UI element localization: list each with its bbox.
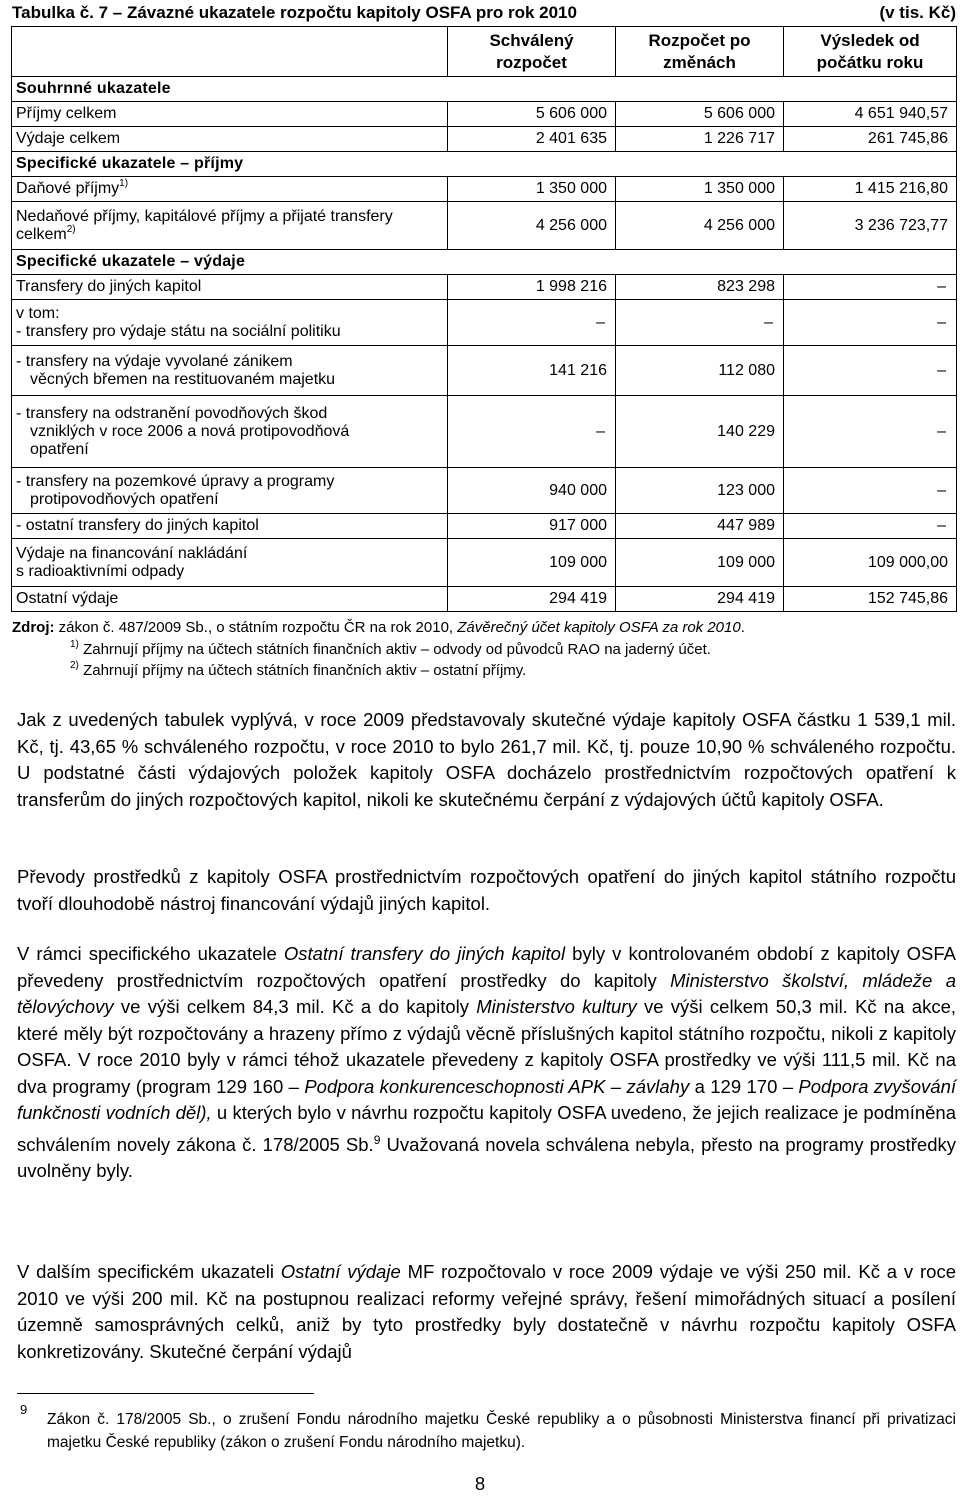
table-row — [12, 587, 957, 612]
table-unit: (v tis. Kč) — [879, 3, 956, 22]
cell-result: – — [784, 514, 957, 539]
table-row — [12, 514, 957, 539]
cell-adjusted: – — [616, 300, 784, 346]
header-col-2: Rozpočet po změnách — [616, 27, 784, 77]
table-footnote-2: $^{2)}$ Zahrnují příjmy na účtech státních finančních aktiv – ostatní příjmy. — [70, 660, 527, 679]
cell-result: 261 745,86 — [784, 127, 957, 152]
cell-result: – — [784, 346, 957, 396]
cell-approved: 109 000 — [448, 539, 616, 587]
row-label: - ostatní transfery do jiných kapitol — [12, 514, 448, 539]
header-col-3: Výsledek od počátku roku — [784, 27, 957, 77]
paragraph-4: V dalším specifickém ukazateli Ostatní výdaje MF rozpočtovalo v roce 2009 výdaje ve výši 250 mil. Kč a v roce 2010 ve výši 200 mil. Kč na postupnou realizaci reformy veřejné správy, řešení mimořádných situací a posílení územně samosprávných celků, aniž by tyto prostředky byly dostatečně v návrhu rozpočtu kapitoly OSFA konkretizovány. Skutečné čerpání výdajů — [17, 1261, 956, 1362]
footnote-divider — [17, 1393, 314, 1394]
table-footnote-1: $^{1)}$ Zahrnují příjmy na účtech státních finančních aktiv – odvody od původců RAO na jaderný účet. — [70, 639, 711, 658]
cell-result: 152 745,86 — [784, 587, 957, 612]
table-row — [12, 539, 957, 587]
cell-approved: 294 419 — [448, 587, 616, 612]
section-title-income: Specifické ukazatele – příjmy — [12, 152, 957, 177]
page-number: 8 — [474, 1473, 486, 1494]
cell-approved: 141 216 — [448, 346, 616, 396]
cell-approved: 5 606 000 — [448, 102, 616, 127]
cell-approved: 1 998 216 — [448, 275, 616, 300]
section-title-summary: Souhrnné ukazatele — [12, 77, 957, 102]
paragraph-1: Jak z uvedených tabulek vyplývá, v roce 2009 představovaly skutečné výdaje kapitoly OSFA částku 1 539,1 mil. Kč, tj. 43,65 % schváleného rozpočtu, v roce 2010 to bylo 261,7 mil. Kč, tj. pouze 10,90 % schváleného rozpočtu. U podstatné části výdajových položek kapitoly OSFA docházelo prostřednictvím rozpočtových opatření k transferům do jiných rozpočtových kapitol, nikoli ke skutečnému čerpání z výdajových účtů kapitoly OSFA. — [17, 709, 956, 810]
cell-approved: 4 256 000 — [448, 202, 616, 250]
cell-adjusted: 140 229 — [616, 396, 784, 468]
table-row — [12, 275, 957, 300]
cell-result: 3 236 723,77 — [784, 202, 957, 250]
cell-result: 1 415 216,80 — [784, 177, 957, 202]
cell-approved: – — [448, 300, 616, 346]
cell-approved: – — [448, 396, 616, 468]
row-label: - transfery na odstranění povodňových škod vzniklých v roce 2006 a nová protipovodňová opatření — [12, 396, 448, 468]
paragraph-3: V rámci specifického ukazatele Ostatní transfery do jiných kapitol byly v kontrolovaném období z kapitoly OSFA převedeny prostřednictvím rozpočtových opatření prostředky do kapitoly Ministerstvo školství, mládeže a tělovýchovy ve výši celkem 84,3 mil. Kč a do kapitoly Ministerstvo kultury ve výši celkem 50,3 mil. Kč na akce, které měly být rozpočtovány a hrazeny přímo z výdajů věcně příslušných kapitol státního rozpočtu, nikoli z kapitoly OSFA. V roce 2010 byly v rámci téhož ukazatele převedeny z kapitoly OSFA prostředky ve výši 111,5 mil. Kč na dva programy (program 129 160 – Podpora konkurenceschopnosti APK – závlahy a 129 170 – Podpora zvyšování funkčnosti vodních děl), u kterých bylo v návrhu rozpočtu kapitoly OSFA uvedeno, že jejich realizace je podmíněna schválením novely zákona č. 178/2005 Sb.$^9$ Uvažovaná novela schválena nebyla, přesto na programy prostředky uvolněny byly. — [17, 943, 957, 1182]
cell-approved: 1 350 000 — [448, 177, 616, 202]
row-label: Příjmy celkem — [12, 102, 448, 127]
cell-adjusted: 294 419 — [616, 587, 784, 612]
section-row — [12, 250, 957, 275]
row-label: Výdaje celkem — [12, 127, 448, 152]
table-row — [12, 177, 957, 202]
section-row — [12, 152, 957, 177]
cell-result: 109 000,00 — [784, 539, 957, 587]
cell-result: – — [784, 300, 957, 346]
cell-approved: 2 401 635 — [448, 127, 616, 152]
header-empty — [12, 27, 448, 77]
table-title — [12, 3, 956, 27]
table-row — [12, 127, 957, 152]
cell-approved: 940 000 — [448, 468, 616, 514]
cell-adjusted: 1 226 717 — [616, 127, 784, 152]
cell-result: – — [784, 468, 957, 514]
cell-adjusted: 5 606 000 — [616, 102, 784, 127]
table-row — [12, 396, 957, 468]
row-label: Výdaje na financování nakládání s radioaktivními odpady — [12, 539, 448, 587]
section-row — [12, 77, 957, 102]
cell-result: – — [784, 396, 957, 468]
cell-adjusted: 123 000 — [616, 468, 784, 514]
cell-approved: 917 000 — [448, 514, 616, 539]
table-row — [12, 102, 957, 127]
row-label: - transfery na výdaje vyvolané zánikem věcných břemen na restituovaném majetku — [12, 346, 448, 396]
table-row — [12, 202, 957, 250]
budget-table — [11, 26, 957, 612]
cell-result: 4 651 940,57 — [784, 102, 957, 127]
row-label: Daňové příjmy$^{1)}$ — [12, 177, 448, 202]
cell-adjusted: 447 989 — [616, 514, 784, 539]
row-label: Nedaňové příjmy, kapitálové příjmy a přijaté transfery celkem$^{2)}$ — [12, 202, 448, 250]
row-label: Transfery do jiných kapitol — [12, 275, 448, 300]
cell-adjusted: 109 000 — [616, 539, 784, 587]
table-header-row — [12, 27, 957, 77]
row-label: v tom: - transfery pro výdaje státu na sociální politiku — [12, 300, 448, 346]
cell-adjusted: 823 298 — [616, 275, 784, 300]
section-title-expenses: Specifické ukazatele – výdaje — [12, 250, 957, 275]
table-source: Zdroj: zákon č. 487/2009 Sb., o státním rozpočtu ČR na rok 2010, Závěrečný účet kapitoly OSFA za rok 2010. — [12, 619, 745, 636]
cell-adjusted: 1 350 000 — [616, 177, 784, 202]
cell-result: – — [784, 275, 957, 300]
cell-adjusted: 4 256 000 — [616, 202, 784, 250]
paragraph-2: Převody prostředků z kapitoly OSFA prostřednictvím rozpočtových opatření do jiných kapitol státního rozpočtu tvoří dlouhodobě nástroj financování výdajů jiných kapitol. — [17, 866, 956, 914]
row-label: - transfery na pozemkové úpravy a programy protipovodňových opatření — [12, 468, 448, 514]
row-label: Ostatní výdaje — [12, 587, 448, 612]
table-row — [12, 346, 957, 396]
page-footnote-mark: 9 — [20, 1402, 28, 1417]
header-col-1: Schválený rozpočet — [448, 27, 616, 77]
table-title-text: Tabulka č. 7 – Závazné ukazatele rozpočtu kapitoly OSFA pro rok 2010 — [12, 3, 577, 22]
cell-adjusted: 112 080 — [616, 346, 784, 396]
table-row — [12, 300, 957, 346]
page-footnote-text: Zákon č. 178/2005 Sb., o zrušení Fondu národního majetku České republiky a o působnosti Ministerstva financí při privatizaci majetku České republiky (zákon o zrušení Fondu národního majetku). — [47, 1411, 956, 1451]
table-row — [12, 468, 957, 514]
